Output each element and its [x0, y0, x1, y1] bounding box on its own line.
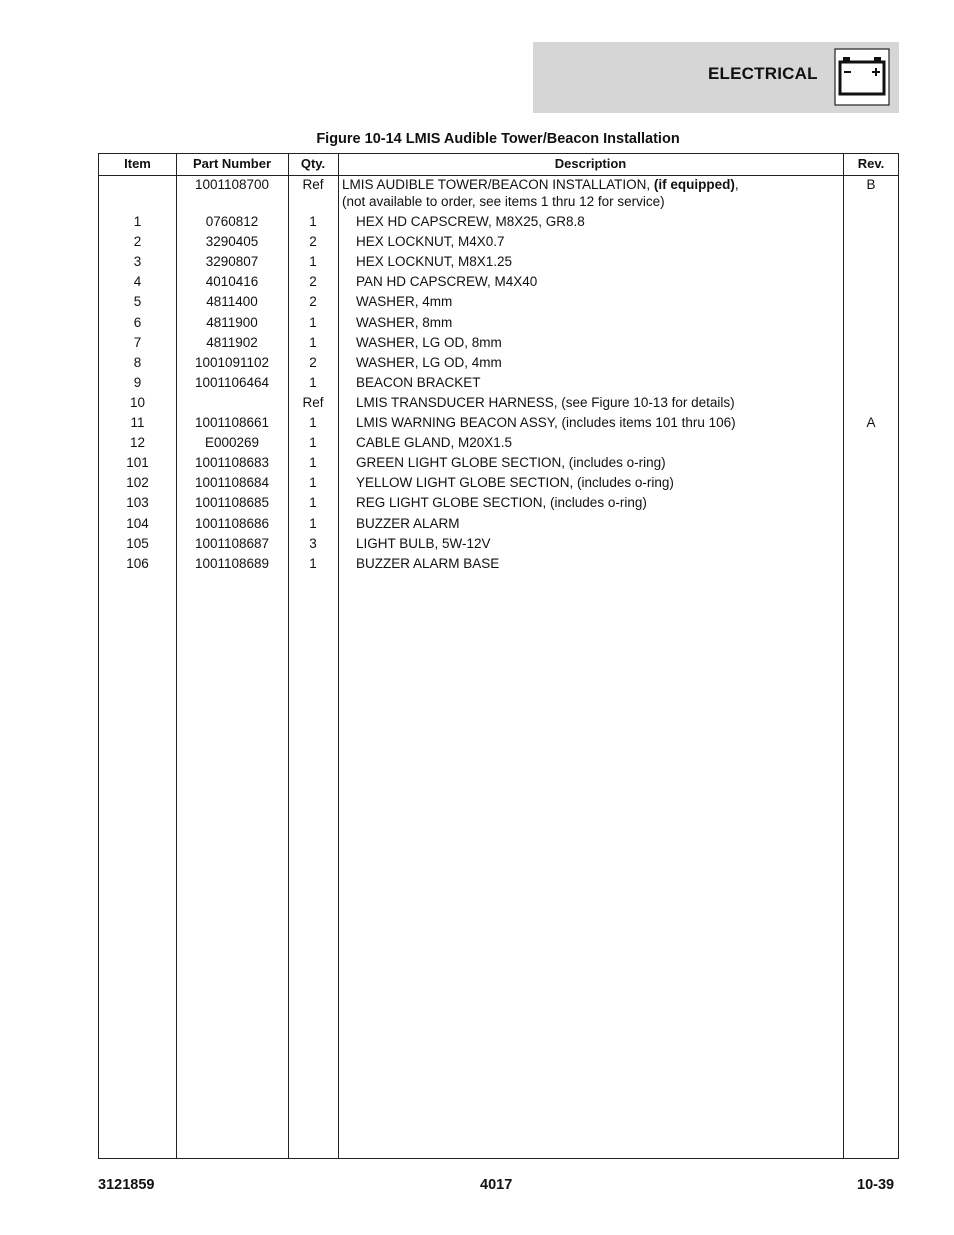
table-row	[99, 516, 898, 536]
description: BUZZER ALARM BASE	[356, 555, 500, 571]
table-row	[99, 214, 898, 234]
part-number: 1001108683	[194, 455, 270, 471]
item-number: 103	[126, 495, 149, 511]
table-row	[99, 355, 898, 375]
item-number: 102	[126, 475, 149, 491]
table-row	[99, 375, 898, 395]
quantity: 3	[309, 535, 317, 551]
revision: A	[866, 415, 876, 430]
item-number: 5	[133, 294, 142, 310]
table-row	[99, 495, 898, 515]
battery-icon	[834, 48, 890, 106]
table-row	[99, 335, 898, 355]
quantity: 1	[309, 475, 317, 491]
item-number: 101	[126, 455, 149, 471]
column-header-part-number: Part Number	[192, 156, 272, 171]
table-row	[99, 435, 898, 455]
description: LMIS TRANSDUCER HARNESS, (see Figure 10-13 for details)	[356, 394, 735, 410]
description: HEX LOCKNUT, M8X1.25	[356, 254, 513, 270]
description: CABLE GLAND, M20X1.5	[356, 435, 513, 451]
description: WASHER, 4mm	[356, 294, 453, 310]
parts-table	[98, 153, 899, 1159]
quantity: 1	[309, 455, 317, 471]
item-number: 8	[133, 354, 142, 370]
quantity: 1	[309, 374, 317, 390]
table-row	[99, 415, 898, 435]
quantity: 1	[309, 334, 317, 350]
item-number: 105	[126, 535, 149, 551]
part-number: 0760812	[205, 214, 259, 229]
item-number: 2	[133, 234, 142, 250]
quantity: 2	[309, 274, 317, 290]
description: LMIS WARNING BEACON ASSY, (includes items 101 thru 106)	[356, 415, 736, 430]
description: REG LIGHT GLOBE SECTION, (includes o-ring)	[356, 495, 647, 511]
quantity: 2	[309, 234, 317, 250]
quantity: Ref	[302, 177, 324, 192]
quantity: 1	[309, 515, 317, 531]
column-header-item: Item	[124, 156, 151, 171]
description: LIGHT BULB, 5W-12V	[356, 535, 491, 551]
part-number: 4010416	[205, 274, 259, 290]
description-emphasis: (if equipped)	[653, 177, 735, 192]
part-number: 1001091102	[194, 354, 270, 370]
part-number: 1001108686	[194, 515, 270, 531]
quantity: Ref	[302, 394, 324, 410]
column-header-qty: Qty.	[300, 156, 326, 171]
part-number: 1001106464	[194, 374, 270, 390]
header-divider	[99, 175, 898, 176]
part-number: 1001108685	[194, 495, 270, 511]
quantity: 1	[309, 214, 317, 229]
quantity: 2	[309, 354, 317, 370]
description: BUZZER ALARM	[356, 515, 460, 531]
footer-center-code: 4017	[480, 1177, 513, 1193]
figure-title: Figure 10-14 LMIS Audible Tower/Beacon Installation	[316, 131, 680, 147]
description: WASHER, 8mm	[356, 314, 453, 330]
item-number: 6	[133, 314, 142, 330]
description: HEX HD CAPSCREW, M8X25, GR8.8	[356, 214, 585, 229]
part-number: 1001108661	[194, 415, 270, 430]
quantity: 1	[309, 555, 317, 571]
table-row	[99, 455, 898, 475]
item-number: 7	[133, 334, 142, 350]
item-number: 104	[126, 515, 149, 531]
table-row	[99, 556, 898, 576]
part-number: E000269	[204, 435, 260, 451]
table-row	[99, 536, 898, 556]
item-number: 106	[126, 555, 149, 571]
item-number: 9	[133, 374, 142, 390]
table-row	[99, 274, 898, 294]
table-row	[99, 234, 898, 254]
item-number: 11	[130, 415, 145, 430]
table-row	[99, 254, 898, 274]
description-note: (not available to order, see items 1 thru 12 for service)	[342, 194, 665, 209]
table-row	[99, 315, 898, 335]
description: BEACON BRACKET	[356, 374, 481, 390]
part-number: 4811900	[206, 314, 258, 330]
quantity: 1	[309, 415, 317, 430]
part-number: 3290405	[205, 234, 259, 250]
footer-document-number: 3121859	[98, 1177, 155, 1193]
description: PAN HD CAPSCREW, M4X40	[356, 274, 538, 290]
part-number: 1001108689	[194, 555, 270, 571]
item-number: 3	[133, 254, 142, 270]
column-header-description: Description	[554, 156, 627, 171]
description: YELLOW LIGHT GLOBE SECTION, (includes o-ring)	[356, 475, 674, 491]
quantity: 2	[309, 294, 317, 310]
quantity: 1	[309, 314, 317, 330]
quantity: 1	[309, 435, 317, 451]
revision: B	[866, 177, 876, 192]
part-number: 1001108700	[194, 177, 270, 192]
item-number: 1	[133, 214, 142, 229]
part-number: 3290807	[205, 254, 259, 270]
footer-page-number: 10-39	[857, 1177, 895, 1193]
description-suffix: ,	[734, 177, 739, 192]
item-number: 4	[133, 274, 142, 290]
table-row	[99, 395, 898, 415]
column-header-rev: Rev.	[857, 156, 885, 171]
description-text: LMIS AUDIBLE TOWER/BEACON INSTALLATION,	[342, 177, 654, 192]
quantity: 1	[309, 254, 317, 270]
description: WASHER, LG OD, 4mm	[356, 354, 502, 370]
item-number: 10	[129, 394, 146, 410]
part-number: 1001108684	[194, 475, 270, 491]
table-row	[99, 294, 898, 314]
part-number: 4811902	[206, 334, 258, 350]
item-number: 12	[129, 435, 146, 451]
section-title: ELECTRICAL	[708, 64, 818, 83]
description	[342, 177, 842, 193]
table-row-main-assembly	[99, 177, 898, 209]
description: WASHER, LG OD, 8mm	[356, 334, 502, 350]
part-number: 4811400	[206, 294, 258, 310]
part-number: 1001108687	[194, 535, 270, 551]
description: HEX LOCKNUT, M4X0.7	[356, 234, 505, 250]
quantity: 1	[309, 495, 317, 511]
description: GREEN LIGHT GLOBE SECTION, (includes o-ring)	[356, 455, 666, 471]
table-row	[99, 475, 898, 495]
